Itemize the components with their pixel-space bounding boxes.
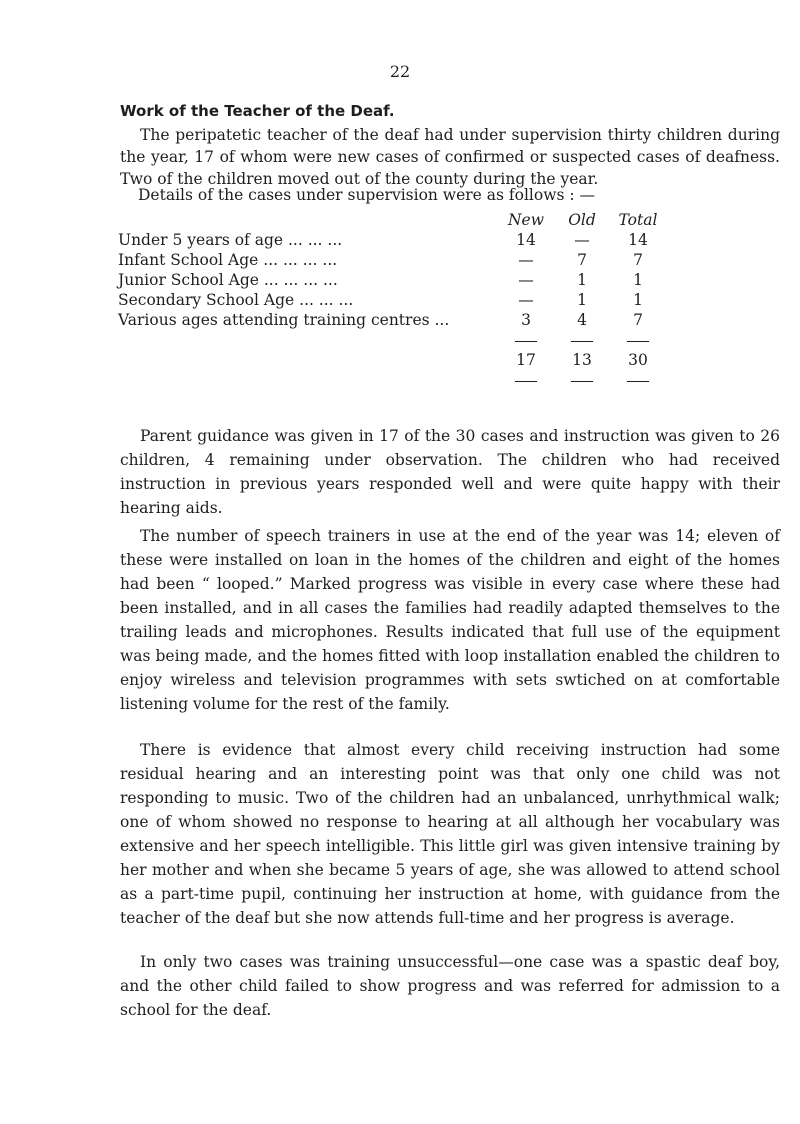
cell-old: —: [574, 231, 590, 249]
row-label: Various ages attending training centres ...: [118, 311, 450, 329]
cell-total: 1: [633, 271, 643, 289]
column-header-new: New: [507, 211, 544, 229]
cell-old: 1: [577, 291, 587, 309]
cell-old: 7: [577, 251, 587, 269]
column-header-total: Total: [618, 211, 658, 229]
cell-new: 14: [516, 231, 536, 249]
total-new: 17: [516, 351, 536, 369]
row-label: Secondary School Age ... ... ...: [118, 291, 354, 309]
row-label: Junior School Age ... ... ... ...: [118, 271, 338, 289]
cell-total: 14: [628, 231, 648, 249]
cell-new: 3: [521, 311, 531, 329]
table-row: [118, 310, 666, 330]
total-old: 13: [572, 351, 592, 369]
bottom-rule: [627, 381, 649, 382]
cell-new: —: [518, 291, 534, 309]
sum-rule-row: [118, 330, 666, 350]
bottom-rule-row: [118, 370, 666, 390]
page-number: 22: [389, 62, 411, 81]
bottom-rule: [515, 381, 537, 382]
paragraph-parent-guidance: Parent guidance was given in 17 of the 30 cases and instruction was given to 26 children, 4 remaining under observation. The children who had received instruction in previous years responded well and were quite happy with their hearing aids.: [120, 427, 780, 517]
bottom-rule: [571, 381, 593, 382]
table-row: [118, 250, 666, 270]
table-row: [118, 290, 666, 310]
cell-total: 1: [633, 291, 643, 309]
table-header-row: [118, 210, 666, 230]
cell-new: —: [518, 271, 534, 289]
table-intro: Details of the cases under supervision were as follows : —: [138, 186, 595, 204]
sum-rule: [515, 341, 537, 342]
sum-rule: [627, 341, 649, 342]
row-label: Under 5 years of age ... ... ...: [118, 231, 343, 249]
table-row: [118, 230, 666, 250]
paragraph-supervision: The peripatetic teacher of the deaf had under supervision thirty children during the year, 17 of whom were new cases of confirmed or suspected cases of deafness. Two of the children moved out of the county during the year.: [120, 126, 780, 188]
row-label: Infant School Age ... ... ... ...: [118, 251, 338, 269]
cases-table: [118, 210, 666, 390]
cell-old: 4: [577, 311, 587, 329]
table-row: [118, 270, 666, 290]
cell-new: —: [518, 251, 534, 269]
paragraph-residual-hearing: There is evidence that almost every child receiving instruction had some residual hearing and an interesting point was that only one child was not responding to music. Two of the children had an unbalanced, unrhythmical walk; one of whom showed no response to hearing at all although her vocabulary was extensive and her speech intelligible. This little girl was given intensive training by her mother and when she became 5 years of age, she was allowed to attend school as a part-time pupil, continuing her instruction at home, with guidance from the teacher of the deaf but she now attends full-time and her progress is average.: [120, 741, 780, 927]
cell-old: 1: [577, 271, 587, 289]
column-header-old: Old: [568, 211, 596, 229]
section-heading: Work of the Teacher of the Deaf.: [120, 102, 395, 120]
sum-rule: [571, 341, 593, 342]
cell-total: 7: [633, 251, 643, 269]
total-total: 30: [628, 351, 648, 369]
paragraph-speech-trainers: The number of speech trainers in use at the end of the year was 14; eleven of these were installed on loan in the homes of the children and eight of the homes had been “ looped.” Marked progress was visible in every case where these had been installed, and in all cases the families had readily adapted themselves to the trailing leads and microphones. Results indicated that full use of the equipment was being made, and the homes fitted with loop installation enabled the children to enjoy wireless and television programmes with sets swtiched on at comfortable listening volume for the rest of the family.: [120, 527, 780, 713]
totals-row: [118, 350, 666, 370]
paragraph-unsuccessful-cases: In only two cases was training unsuccessful—one case was a spastic deaf boy, and the other child failed to show progress and was referred for admission to a school for the deaf.: [120, 953, 780, 1019]
cell-total: 7: [633, 311, 643, 329]
